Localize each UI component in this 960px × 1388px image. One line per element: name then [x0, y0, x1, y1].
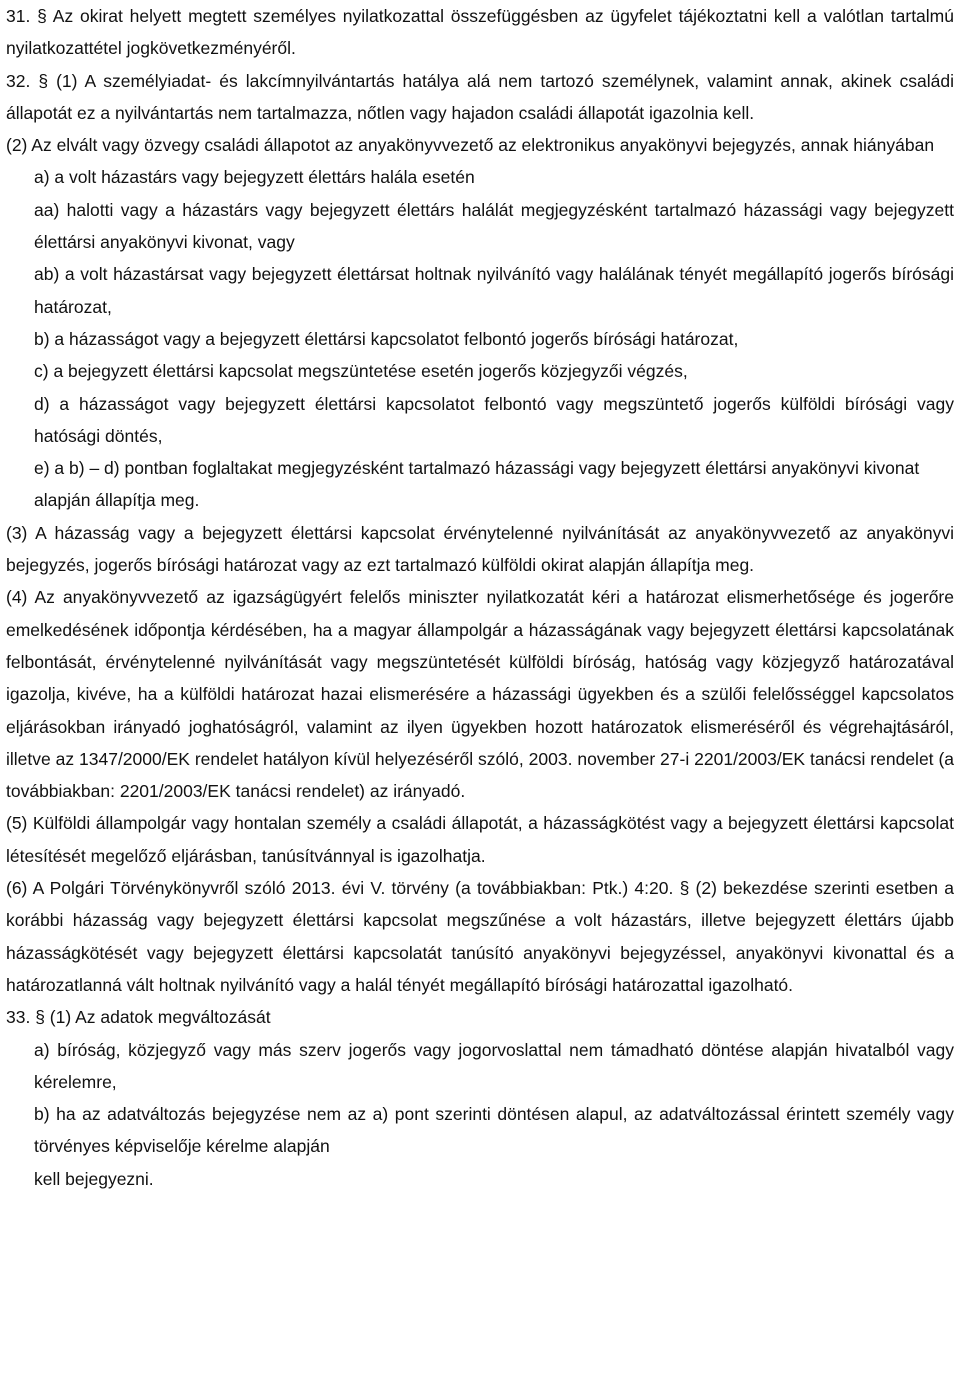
list-closing-33: kell bejegyezni. — [34, 1168, 154, 1189]
paragraph-32-6: (6) A Polgári Törvénykönyvről szóló 2013. évi V. törvény (a továbbiakban: Ptk.) 4:20. § (2) bekezdése szerinti esetben a korábbi házasság vagy bejegyzett élettársi kapcsolat megszűnése a volt házastárs, illetve bejegyzett élettárs újabb házasságkötését vagy bejegyzett élettársi kapcsolatát tanúsító anyakönyvi bejegyzéssel, anyakönyvi kivonattal és a határozatlanná vált holtnak nyilvánító vagy a halál tényét megállapító bírósági határozattal igazolható. — [6, 878, 954, 995]
list-item-c: c) a bejegyzett élettársi kapcsolat megszüntetése esetén jogerős közjegyzői végzés, — [34, 361, 688, 382]
list-item-33-b: b) ha az adatváltozás bejegyzése nem az a) pont szerinti döntésen alapul, az adatváltozással érintett személy vagy törvényes képviselője kérelme alapján — [34, 1104, 954, 1157]
paragraph-32-1: 32. § (1) A személyiadat- és lakcímnyilvántartás hatálya alá nem tartozó személynek, valamint annak, akinek családi állapotát ez a nyilvántartás nem tartalmazza, nőtlen vagy hajadon családi állapotát igazolnia kell. — [6, 70, 954, 123]
paragraph-31: 31. § Az okirat helyett megtett személyes nyilatkozattal összefüggésben az ügyfelet tájékoztatni kell a valótlan tartalmú nyilatkozattétel jogkövetkezményéről. — [6, 6, 954, 59]
list-closing: alapján állapítja meg. — [34, 490, 200, 511]
paragraph-32-3: (3) A házasság vagy a bejegyzett élettársi kapcsolat érvénytelenné nyilvánítását az anyakönyvvezető az anyakönyvi bejegyzés, jogerős bírósági határozat vagy az ezt tartalmazó külföldi okirat alapján állapítja meg. — [6, 522, 954, 576]
list-item-e: e) a b) – d) pontban foglaltakat megjegyzésként tartalmazó házassági vagy bejegyzett élettársi anyakönyvi kivonat — [34, 458, 920, 479]
document-page — [6, 0, 954, 1195]
list-item-33-a: a) bíróság, közjegyző vagy más szerv jogerős vagy jogorvoslattal nem támadható döntése alapján hivatalból vagy kérelemre, — [34, 1039, 954, 1092]
list-item-b: b) a házasságot vagy a bejegyzett élettársi kapcsolatot felbontó jogerős bírósági határozat, — [34, 328, 739, 349]
paragraph-33-1: 33. § (1) Az adatok megváltozását — [6, 1007, 271, 1028]
list-item-a: a) a volt házastárs vagy bejegyzett élettárs halála esetén — [34, 167, 475, 188]
paragraph-32-2: (2) Az elvált vagy özvegy családi állapotot az anyakönyvvezető az elektronikus anyakönyvi bejegyzés, annak hiányában — [6, 135, 935, 156]
list-item-ab: ab) a volt házastársat vagy bejegyzett élettársat holtnak nyilvánító vagy halálának tényét megállapító jogerős bírósági határozat, — [34, 264, 954, 317]
list-item-aa: aa) halotti vagy a házastárs vagy bejegyzett élettárs halálát megjegyzésként tartalmazó házassági vagy bejegyzett élettársi anyakönyvi kivonat, vagy — [34, 199, 954, 253]
paragraph-32-4: (4) Az anyakönyvvezető az igazságügyért felelős miniszter nyilatkozatát kéri a határozat elismerhetősége és jogerőre emelkedésének időpontja kérdésében, ha a magyar állampolgár a házasságának vagy bejegyzett élettársi kapcsolatának felbontását, érvénytelenné nyilvánítását vagy megszüntetését külföldi bíróság, hatóság vagy közjegyző határozatával igazolja, kivéve, ha a külföldi határozat hazai elismerésére a házassági ügyekben és a szülői felelősséggel kapcsolatos eljárásokban irányadó joghatóságról, valamint az ilyen ügyekben hozott határozatok elismeréséről és végrehajtásáról, illetve az 1347/2000/EK rendelet hatályon kívül helyezéséről szóló, 2003. november 27-i 2201/2003/EK tanácsi rendelet (a továbbiakban: 2201/2003/EK tanácsi rendelet) az irányadó. — [6, 587, 954, 802]
paragraph-32-5: (5) Külföldi állampolgár vagy hontalan személy a családi állapotát, a házasságkötést vagy a bejegyzett élettársi kapcsolat létesítését megelőző eljárásban, tanúsítvánnyal is igazolhatja. — [6, 813, 954, 866]
list-item-d: d) a házasságot vagy bejegyzett élettársi kapcsolatot felbontó vagy megszüntető jogerős külföldi bírósági vagy hatósági döntés, — [34, 393, 954, 446]
